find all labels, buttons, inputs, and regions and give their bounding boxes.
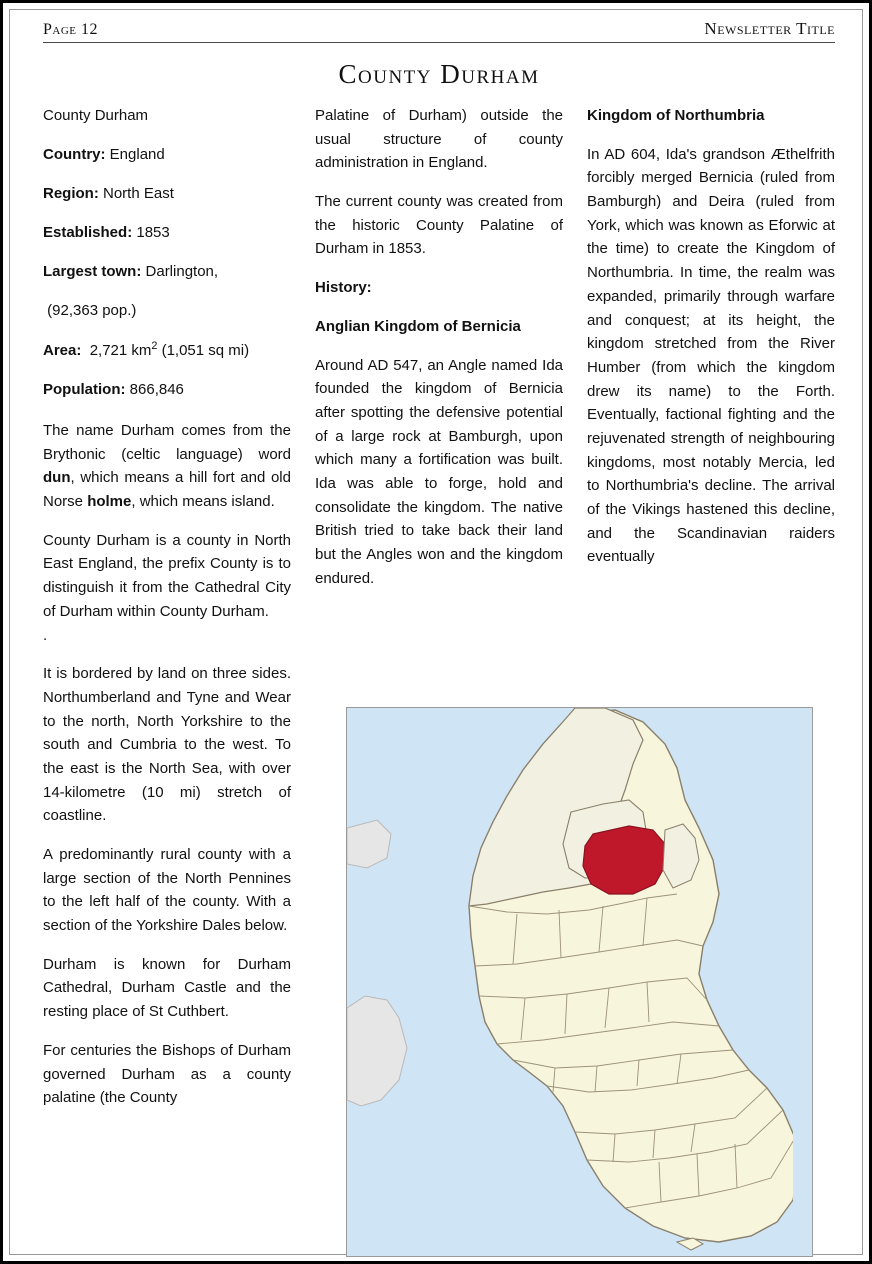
- column-one: [43, 104, 291, 1125]
- paragraph-landmarks: Durham is known for Durham Cathedral, Durham Castle and the resting place of St Cuthbert.: [43, 955, 291, 1021]
- fact-largest-town-pop: (92,363 pop.): [47, 302, 137, 319]
- fact-box: [43, 104, 291, 402]
- page-header: [43, 19, 835, 43]
- north-sea: [793, 708, 812, 1256]
- paragraph-borders: It is bordered by land on three sides. Northumberland and Tyne and Wear to the north, North Yorkshire to the south and Cumbria to the west. To the east is the North Sea, with over 14-kilometre (10 mi) stretch of coastline.: [43, 665, 291, 825]
- county-durham-highlight: [583, 826, 665, 894]
- paragraph-county-prefix: County Durham is a county in North East England, the prefix County is to distinguish it from the Cathedral City of Durham within County Durham.: [43, 531, 291, 620]
- paragraph-name-origin: The name Durham comes from the Brythonic (celtic language) word dun, which means a hill fort and old Norse holme, which means island.: [43, 422, 291, 511]
- fact-name: County Durham: [43, 107, 149, 124]
- fact-country: Country: England: [43, 146, 165, 163]
- fact-largest-town: Largest town: Darlington,: [43, 263, 219, 280]
- paragraph-dot: .: [43, 626, 48, 644]
- heading-northumbria: Kingdom of Northumbria: [587, 107, 765, 124]
- newsletter-title: Newsletter Title: [704, 19, 835, 38]
- page-content: [43, 19, 835, 1239]
- heading-history: History:: [315, 279, 372, 297]
- paragraph-palatine: Palatine of Durham) outside the usual structure of county administration in England.: [315, 107, 563, 172]
- paragraph-northumbria: In AD 604, Ida's grandson Æthelfrith forcibly merged Bernicia (ruled from Bamburgh) and Deira (ruled from York, which was known as Eforwic at the time) to create the Kingdom of Northumbria. In time, the realm was expanded, primarily through warfare and conquest; at its height, the kingdom stretched from the River Humber (from which the kingdom drew its name) to the Forth. Eventually, factional fighting and the rejuvenated strength of neighbouring kingdoms, most notably Mercia, led to Northumbria's decline. The arrival of the Vikings hastened this decline, and the Scandinavian raiders eventually: [587, 145, 835, 566]
- page-number: Page 12: [43, 21, 99, 38]
- fact-established: Established: 1853: [43, 224, 170, 241]
- paragraph-current-county: The current county was created from the historic County Palatine of Durham in 1853.: [315, 193, 563, 258]
- fact-area: Area: 2,721 $km^2$ (1,051 sq mi): [43, 340, 250, 359]
- paragraph-bishops: For centuries the Bishops of Durham governed Durham as a county palatine (the County: [43, 1041, 291, 1107]
- map-of-england-highlighting-county-durham: [346, 707, 813, 1257]
- map-svg: [347, 708, 812, 1256]
- page-title: County Durham: [338, 59, 540, 89]
- heading-bernicia: Anglian Kingdom of Bernicia: [315, 317, 521, 335]
- paragraph-bernicia: Around AD 547, an Angle named Ida founded the kingdom of Bernicia after spotting the defensive potential of a large rock at Bamburgh, upon which many a fortification was built. Ida was able to forge, hold and consolidate the kingdom. The native British tried to take back their land but the Angles won and the kingdom endured.: [315, 356, 563, 587]
- fact-region: Region: North East: [43, 185, 174, 202]
- fact-population: Population: 866,846: [43, 381, 184, 398]
- paragraph-rural: A predominantly rural county with a large section of the North Pennines to the left half of the county. With a section of the Yorkshire Dales below.: [43, 846, 291, 935]
